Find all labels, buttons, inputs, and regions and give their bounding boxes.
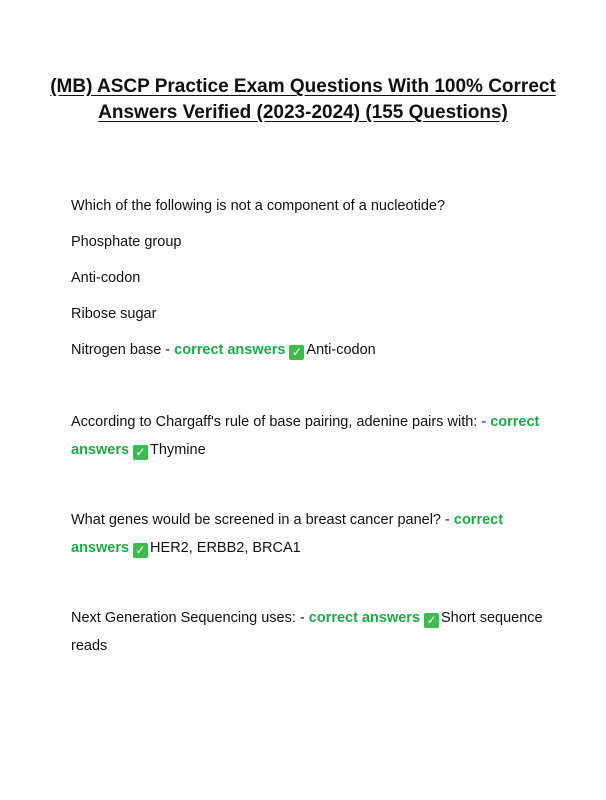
- check-mark-icon: ✓: [289, 345, 304, 360]
- check-mark-icon: ✓: [133, 445, 148, 460]
- correct-answers-label: correct answers: [71, 414, 540, 458]
- question-block-3: [71, 506, 550, 562]
- correct-answer: Anti-codon: [306, 342, 376, 358]
- correct-answers-label: correct answers: [308, 610, 421, 626]
- answer-option: Anti-codon: [71, 270, 141, 286]
- question-text: What genes would be screened in a breast cancer panel? -: [71, 512, 454, 528]
- check-mark-icon: ✓: [424, 613, 439, 628]
- question-block-2: [71, 408, 550, 464]
- correct-answers-label: correct answers: [71, 512, 504, 556]
- question-block-1: [71, 192, 550, 364]
- answer-option-text: Nitrogen base -: [71, 342, 175, 358]
- answer-option: Ribose sugar: [71, 306, 157, 322]
- answer-option-with-answer: [71, 336, 550, 364]
- document-body: [71, 192, 550, 660]
- question-text: Next Generation Sequencing uses: -: [71, 610, 309, 626]
- question-block-4: [71, 604, 550, 660]
- question-text: According to Chargaff's rule of base pairing, adenine pairs with: -: [71, 414, 491, 430]
- answer-option: Phosphate group: [71, 234, 182, 250]
- question-text: Which of the following is not a component of a nucleotide?: [71, 198, 446, 214]
- correct-answer: HER2, ERBB2, BRCA1: [150, 540, 301, 556]
- document-title: (MB) ASCP Practice Exam Questions With 100% Correct Answers Verified (2023-2024) (155 Questions): [50, 76, 556, 123]
- correct-answer: Short sequence reads: [71, 610, 543, 654]
- correct-answer: Thymine: [150, 442, 206, 458]
- correct-answers-label: correct answers: [174, 342, 286, 358]
- check-mark-icon: ✓: [133, 543, 148, 558]
